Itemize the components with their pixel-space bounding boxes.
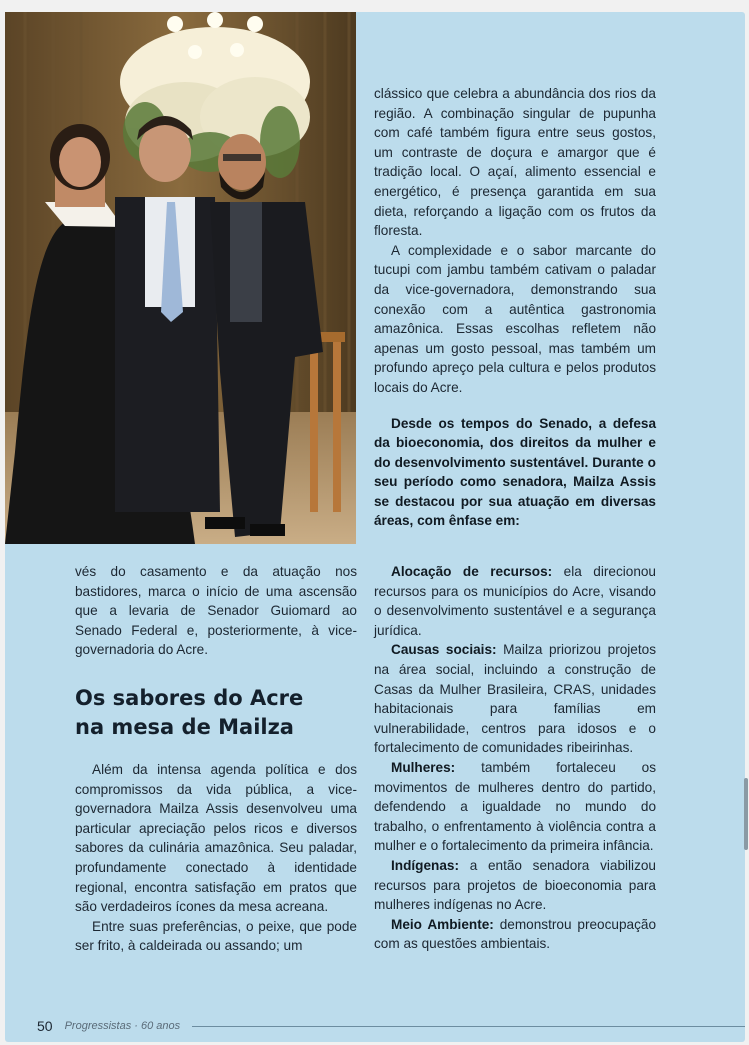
focus-area-title: Indígenas: xyxy=(391,857,459,873)
focus-area-item xyxy=(374,856,656,915)
focus-area-title: Causas sociais: xyxy=(391,642,497,658)
focus-area-item xyxy=(374,758,656,856)
section-heading-line2: na mesa de Mailza xyxy=(75,715,294,739)
paragraph: Entre suas preferências, o peixe, que pode ser frito, à caldeirada ou assando; um xyxy=(75,918,357,954)
page-footer xyxy=(37,1016,745,1036)
paragraph: Além da intensa agenda política e dos compromissos da vida pública, a vice-governadora Mailza Assis desenvolveu uma particular apreciação pelos ricos e diversos sabores da culinária amazônica. Seu paladar, profundamente conectado à identidade regional, encontra satisfação em pratos que são verdadeiros ícones da mesa acreana. xyxy=(75,762,357,915)
paragraph: vés do casamento e da atuação nos bastidores, marca o início de uma ascensão que a levaria de Senador Guiomard ao Senado Federal e, posteriormente, à vice-governadoria do Acre. xyxy=(75,564,357,658)
focus-area-item xyxy=(374,915,656,954)
focus-area-text: a então senadora viabilizou recursos para projetos de bioeconomia para mulheres indígenas no Acre. xyxy=(374,857,656,913)
focus-area-text: também fortaleceu os movimentos de mulheres dentro do partido, defendendo a igualdade no mundo do trabalho, o enfrentamento à violência contra a mulher e o fortalecimento da primeira infância. xyxy=(374,759,656,854)
highlight-block xyxy=(374,414,656,532)
event-photo xyxy=(5,12,356,544)
focus-area-title: Mulheres: xyxy=(391,759,456,775)
magazine-title: Progressistas · 60 anos xyxy=(64,1020,181,1032)
left-column-continuation xyxy=(75,562,357,660)
focus-area-text: Mailza priorizou projetos na área social, incluindo a construção de Casas da Mulher Brasileira, CRAS, unidades habitacionais para famílias em vulnerabilidade, centros para idosos e o fortalecimento de comunidades ribeirinhas. xyxy=(374,642,656,756)
section-heading xyxy=(75,684,365,742)
page-number: 50 xyxy=(37,1018,53,1034)
focus-area-item xyxy=(374,562,656,640)
magazine-page xyxy=(5,12,745,1042)
scrollbar-thumb[interactable] xyxy=(744,778,748,850)
right-column-article-text xyxy=(374,84,656,531)
paragraph: A complexidade e o sabor marcante do tucupi com jambu também cativam o paladar da vice-governadora, demonstrando sua conexão com a autêntica gastronomia amazônica. Essas escolhas refletem não apenas um gosto pessoal, mas também um profundo apreço pela cultura e pelos produtos locais do Acre. xyxy=(374,242,656,395)
paragraph: clássico que celebra a abundância dos rios da região. A combinação singular de pupunha com café também figura entre seus gostos, um contraste de doçura e amargor que é tradição local. O açaí, alimento essencial e energético, é presença garantida em sua dieta, reforçando a ligação com os frutos da floresta. xyxy=(374,86,656,239)
footer-divider xyxy=(192,1026,745,1027)
focus-area-text: demonstrou preocupação com as questões ambientais. xyxy=(374,916,656,952)
highlight-paragraph: Desde os tempos do Senado, a defesa da bioeconomia, dos direitos da mulher e do desenvolvimento sustentável. Durante o seu período como senadora, Mailza Assis se destacou por sua atuação em diversas áreas, com ênfase em: xyxy=(374,415,656,529)
focus-area-title: Meio Ambiente: xyxy=(391,916,494,932)
left-column-article-text xyxy=(75,760,357,956)
focus-area-text: ela direcionou recursos para os municípios do Acre, visando o desenvolvimento sustentável e a segurança jurídica. xyxy=(374,564,656,638)
section-heading-line1: Os sabores do Acre xyxy=(75,686,304,710)
focus-areas-list xyxy=(374,562,656,954)
focus-area-item xyxy=(374,640,656,758)
focus-area-title: Alocação de recursos: xyxy=(391,564,553,579)
